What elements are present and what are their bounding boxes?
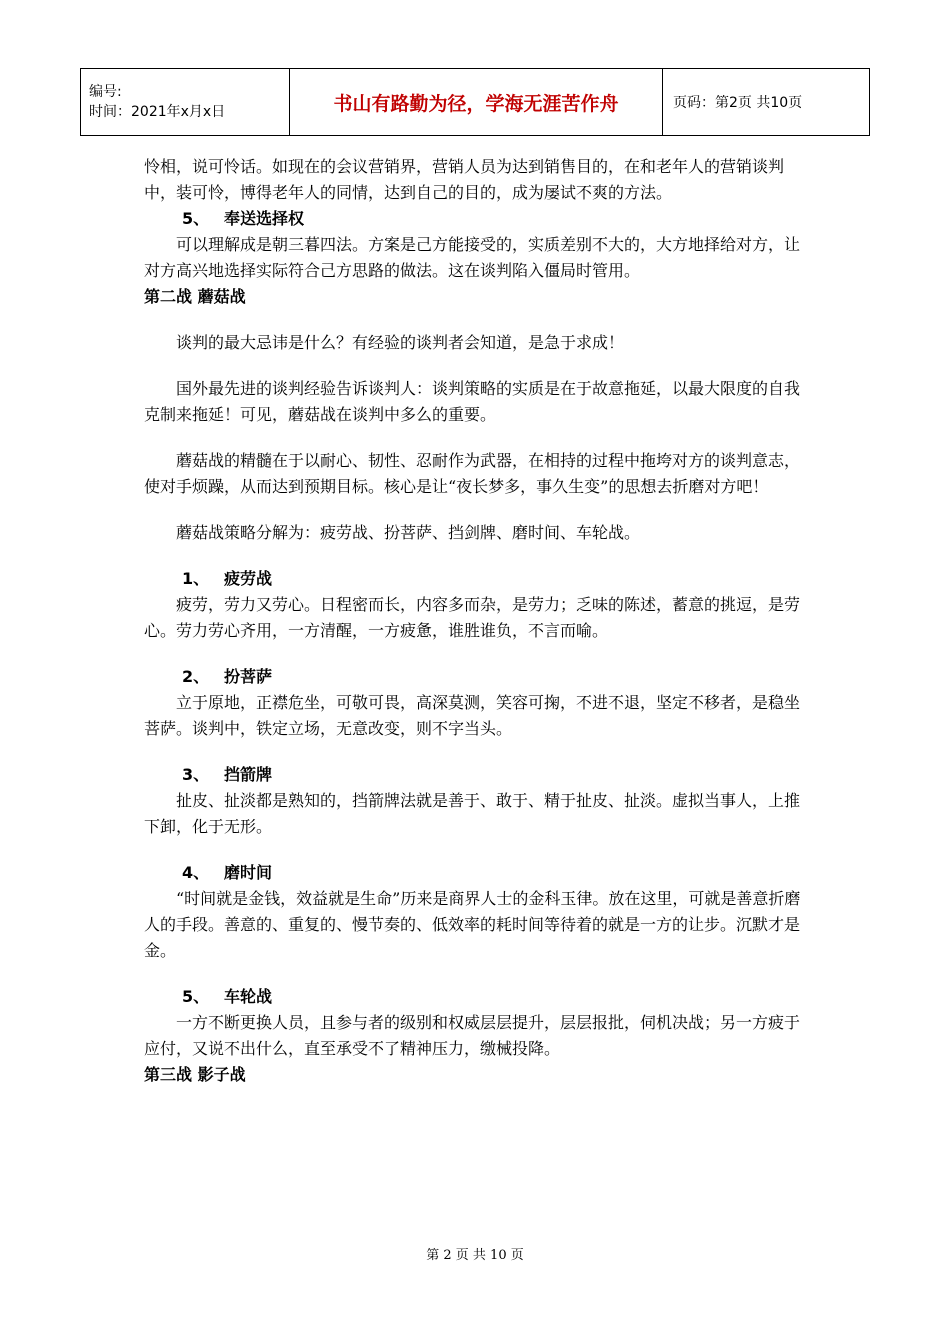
subsection-heading [144, 860, 808, 886]
subsection-heading [144, 206, 808, 232]
spacer [144, 964, 808, 984]
paragraph: 扯皮、扯淡都是熟知的，挡箭牌法就是善于、敢于、精于扯皮、扯淡。虚拟当事人，上推下卸，化于无形。 [144, 791, 801, 836]
spacer [144, 428, 808, 448]
subsection-heading [144, 762, 808, 788]
code-label: 编号: [89, 84, 122, 100]
subsection-number: 3、 [182, 765, 210, 784]
spacer [144, 644, 808, 664]
subsection-number: 2、 [182, 667, 210, 686]
paragraph: 一方不断更换人员，且参与者的级别和权威层层提升，层层报批，伺机决战；另一方疲于应付，又说不出什么，直至承受不了精神压力，缴械投降。 [144, 1013, 801, 1058]
header-meta-cell [81, 69, 290, 136]
paragraph: 立于原地，正襟危坐，可敬可畏，高深莫测，笑容可掬，不进不退，坚定不移者，是稳坐菩萨。谈判中，铁定立场，无意改变，则不字当头。 [144, 693, 801, 738]
subsection-title: 磨时间 [224, 863, 273, 882]
subsection-heading [144, 984, 808, 1010]
paragraph: 蘑菇战策略分解为：疲劳战、扮菩萨、挡剑牌、磨时间、车轮战。 [176, 523, 641, 542]
paragraph: 谈判的最大忌讳是什么？有经验的谈判者会知道，是急于求成！ [176, 333, 625, 352]
paragraph: 疲劳，劳力又劳心。日程密而长，内容多而杂，是劳力；乏味的陈述，蓄意的挑逗，是劳心。劳力劳心齐用，一方清醒，一方疲惫，谁胜谁负，不言而喻。 [144, 595, 801, 640]
subsection-heading [144, 664, 808, 690]
spacer [144, 840, 808, 860]
subsection-title: 扮菩萨 [224, 667, 273, 686]
spacer [144, 356, 808, 376]
section-heading: 第三战 影子战 [144, 1065, 246, 1084]
header-motto: 书山有路勤为径，学海无涯苦作舟 [290, 69, 663, 136]
header-page-info: 页码：第2页 共10页 [663, 69, 870, 136]
date-label: 时间：2021年x月x日 [89, 104, 226, 120]
spacer [144, 500, 808, 520]
paragraph: 怜相，说可怜话。如现在的会议营销界，营销人员为达到销售目的，在和老年人的营销谈判中，装可怜，博得老年人的同情，达到自己的目的，成为屡试不爽的方法。 [144, 157, 785, 202]
paragraph: 可以理解成是朝三暮四法。方案是己方能接受的，实质差别不大的，大方地择给对方，让对方高兴地选择实际符合己方思路的做法。这在谈判陷入僵局时管用。 [144, 235, 801, 280]
header-table [80, 68, 870, 136]
paragraph: 国外最先进的谈判经验告诉谈判人：谈判策略的实质是在于故意拖延，以最大限度的自我克制来拖延！可见，蘑菇战在谈判中多么的重要。 [144, 379, 801, 424]
page-footer: 第 2 页 共 10 页 [426, 1248, 524, 1263]
subsection-title: 车轮战 [224, 987, 273, 1006]
paragraph: “时间就是金钱，效益就是生命”历来是商界人士的金科玉律。放在这里，可就是善意折磨人的手段。善意的、重复的、慢节奏的、低效率的耗时间等待着的就是一方的让步。沉默才是金。 [144, 889, 801, 960]
spacer [144, 546, 808, 566]
subsection-heading [144, 566, 808, 592]
document-body [144, 154, 808, 1088]
subsection-number: 4、 [182, 863, 210, 882]
spacer [144, 310, 808, 330]
paragraph: 蘑菇战的精髓在于以耐心、韧性、忍耐作为武器，在相持的过程中拖垮对方的谈判意志，使对手烦躁，从而达到预期目标。核心是让“夜长梦多，事久生变”的思想去折磨对方吧！ [144, 451, 801, 496]
subsection-number: 5、 [182, 987, 210, 1006]
subsection-title: 挡箭牌 [224, 765, 273, 784]
subsection-title: 奉送选择权 [224, 209, 305, 228]
subsection-title: 疲劳战 [224, 569, 273, 588]
subsection-number: 5、 [182, 209, 210, 228]
section-heading: 第二战 蘑菇战 [144, 287, 246, 306]
subsection-number: 1、 [182, 569, 210, 588]
spacer [144, 742, 808, 762]
